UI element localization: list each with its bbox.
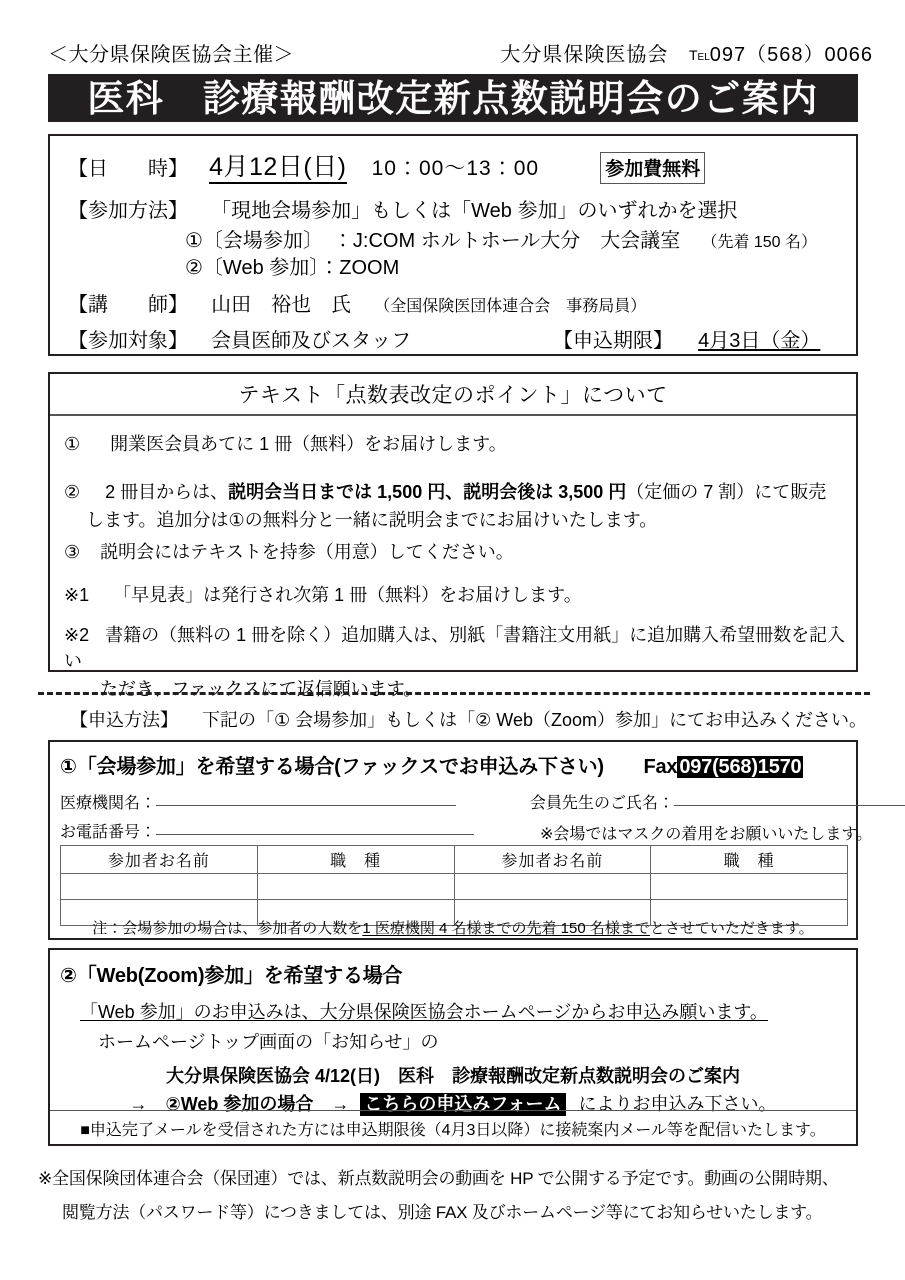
event-time: 10：00〜13：00 xyxy=(371,157,540,180)
venue-heading-text: ①「会場参加」を希望する場合(ファックスでお申込み下さい) Fax xyxy=(60,756,678,778)
textbook-item-4-text: 「早見表」は発行され次第 1 冊（無料）をお届けします。 xyxy=(113,585,582,605)
textbook-item-1-marker: ① xyxy=(64,434,81,454)
lecturer-label: 【講 師】 xyxy=(68,294,188,316)
textbook-item-5-line2: ただき、ファックスにて返信願います。 xyxy=(100,679,422,700)
datetime-row xyxy=(68,147,705,184)
web-line-1: 「Web 参加」のお申込みは、大分県保険医協会ホームページからお申込み願います。 xyxy=(80,1002,768,1022)
target-text: 会員医師及びスタッフ xyxy=(211,330,412,352)
option-web xyxy=(185,251,399,280)
method-label: 【参加方法】 xyxy=(68,200,188,222)
web-heading: ②「Web(Zoom)参加」を希望する場合 xyxy=(60,965,403,987)
textbook-item-5 xyxy=(64,622,856,702)
tel-number: 097（568）0066 xyxy=(709,44,873,66)
organization-contact xyxy=(500,38,873,67)
web-line-2: ホームページトップ画面の「お知らせ」の xyxy=(98,1032,439,1052)
sponsor-line: ＜大分県保険医協会主催＞ xyxy=(48,44,294,66)
phone-label: お電話番号： xyxy=(60,824,157,841)
textbook-item-5-marker: ※2 xyxy=(64,625,90,645)
method-row xyxy=(68,194,737,223)
web-form-pre: → ②Web 参加の場合 → xyxy=(129,1094,350,1114)
tel-label: Tel xyxy=(688,47,710,63)
header-row xyxy=(0,38,905,64)
lecturer-row xyxy=(68,288,646,317)
textbook-item-3-marker: ③ xyxy=(64,542,81,562)
textbook-item-3-text: 説明会にはテキストを持参（用意）してください。 xyxy=(100,542,514,562)
bottom-note-line-2: 閲覧方法（パスワード等）につきましては、別途 FAX 及びホームページ等にてお知らせいたします。 xyxy=(62,1203,823,1222)
datetime-label: 【日 時】 xyxy=(68,158,188,180)
textbook-item-2-text-c: （定価の 7 割）にて販売 xyxy=(626,482,827,502)
apply-method-text: 下記の「① 会場参加」もしくは「② Web（Zoom）参加」にてお申込みください。 xyxy=(202,710,867,730)
mask-note: ※会場ではマスクの着用をお願いいたします。 xyxy=(540,826,873,843)
cell-name-2-r1[interactable] xyxy=(454,874,651,900)
bottom-note-line-1: ※全国保険団体連合会（保団連）では、新点数説明会の動画を HP で公開する予定です。動画の公開時期、 xyxy=(38,1169,839,1188)
target-label: 【参加対象】 xyxy=(68,330,188,352)
textbook-item-2 xyxy=(64,479,844,533)
apply-method-row xyxy=(70,706,867,732)
textbook-item-2-marker: ② xyxy=(64,482,81,502)
textbook-item-3 xyxy=(64,539,514,565)
page-title xyxy=(48,74,858,122)
clinic-name-input[interactable] xyxy=(156,805,456,806)
phone-input[interactable] xyxy=(156,834,474,835)
event-info-box xyxy=(48,134,858,356)
clinic-name-field-row[interactable] xyxy=(60,790,456,813)
venue-note-underline: 1 医療機関 4 名様までの先着 150 名様まで xyxy=(362,920,650,937)
option-venue-text: ①〔会場参加〕 ：J:COM ホルトホール大分 大会議室 xyxy=(185,230,681,252)
textbook-item-2-price: 説明会当日までは 1,500 円、説明会後は 3,500 円 xyxy=(228,482,627,502)
venue-note-pre: 注：会場参加の場合は、参加者の人数を xyxy=(92,920,363,937)
th-job-2: 職 種 xyxy=(651,846,848,874)
option-venue-capacity: （先着 150 名） xyxy=(701,234,818,251)
textbook-heading: テキスト「点数表改定のポイント」について xyxy=(50,374,856,416)
option-venue xyxy=(185,224,817,253)
venue-capacity-note xyxy=(50,917,856,938)
participants-table xyxy=(60,845,848,926)
venue-application-box xyxy=(48,740,873,940)
lecturer-name: 山田 裕也 氏 xyxy=(211,294,352,316)
textbook-item-2-text-a: 2 冊目からは、 xyxy=(105,482,229,502)
web-event-title: 大分県保険医協会 4/12(日) 医科 診療報酬改定新点数説明会のご案内 xyxy=(165,1066,741,1086)
textbook-item-1-text: 開業医会員あてに 1 冊（無料）をお届けします。 xyxy=(110,434,507,454)
cell-job-1-r1[interactable] xyxy=(257,874,454,900)
deadline-row xyxy=(553,324,820,353)
option-web-text: ②〔Web 参加〕：ZOOM xyxy=(185,257,400,279)
event-date: 4月12日(日) xyxy=(209,153,346,184)
textbook-info-box xyxy=(48,372,858,700)
cell-name-1-r1[interactable] xyxy=(61,874,258,900)
member-name-label: 会員先生のご氏名： xyxy=(530,795,675,812)
status-badge: 参加費無料 xyxy=(600,152,705,184)
fax-number: 097(568)1570 xyxy=(679,756,802,778)
textbook-item-4-marker: ※1 xyxy=(64,585,90,605)
th-name-2: 参加者お名前 xyxy=(454,846,651,874)
method-text: 「現地会場参加」もしくは「Web 参加」のいずれかを選択 xyxy=(211,200,738,222)
deadline-date: 4月3日（金） xyxy=(698,330,821,352)
organization-name: 大分県保険医協会 xyxy=(500,44,669,66)
web-footnote: ■申込完了メールを受信された方には申込期限後（4月3日以降）に接続案内メール等を配信いたします。 xyxy=(50,1110,856,1140)
textbook-item-5-line1: 書籍の（無料の 1 冊を除く）追加購入は、別紙「書籍注文用紙」に追加購入希望冊数を記入い xyxy=(64,625,846,672)
th-name-1: 参加者お名前 xyxy=(61,846,258,874)
cell-job-2-r1[interactable] xyxy=(651,874,848,900)
phone-field-row[interactable] xyxy=(60,819,474,842)
clinic-name-label: 医療機関名： xyxy=(60,795,157,812)
th-job-1: 職 種 xyxy=(257,846,454,874)
member-name-field-row[interactable] xyxy=(530,790,905,813)
web-application-box xyxy=(48,948,858,1146)
venue-note-post: とさせていただきます。 xyxy=(649,920,814,937)
venue-heading xyxy=(60,750,803,779)
target-row xyxy=(68,324,411,353)
textbook-item-2-line2: します。追加分は①の無料分と一緒に説明会までにお届けいたします。 xyxy=(86,510,658,531)
deadline-label: 【申込期限】 xyxy=(553,330,673,352)
textbook-item-4 xyxy=(64,582,582,608)
dashed-divider xyxy=(38,692,870,695)
table-row[interactable] xyxy=(61,874,848,900)
lecturer-affiliation: （全国保険医団体連合会 事務局員） xyxy=(374,298,647,315)
member-name-input[interactable] xyxy=(674,805,905,806)
application-form-link[interactable]: こちらの申込みフォーム xyxy=(360,1093,565,1116)
page-title-text: 医科 診療報酬改定新点数説明会のご案内 xyxy=(87,77,819,119)
textbook-item-1 xyxy=(64,431,507,457)
web-form-post: によりお申込み下さい。 xyxy=(578,1094,777,1114)
table-header-row xyxy=(61,846,848,874)
apply-method-label: 【申込方法】 xyxy=(70,710,178,730)
